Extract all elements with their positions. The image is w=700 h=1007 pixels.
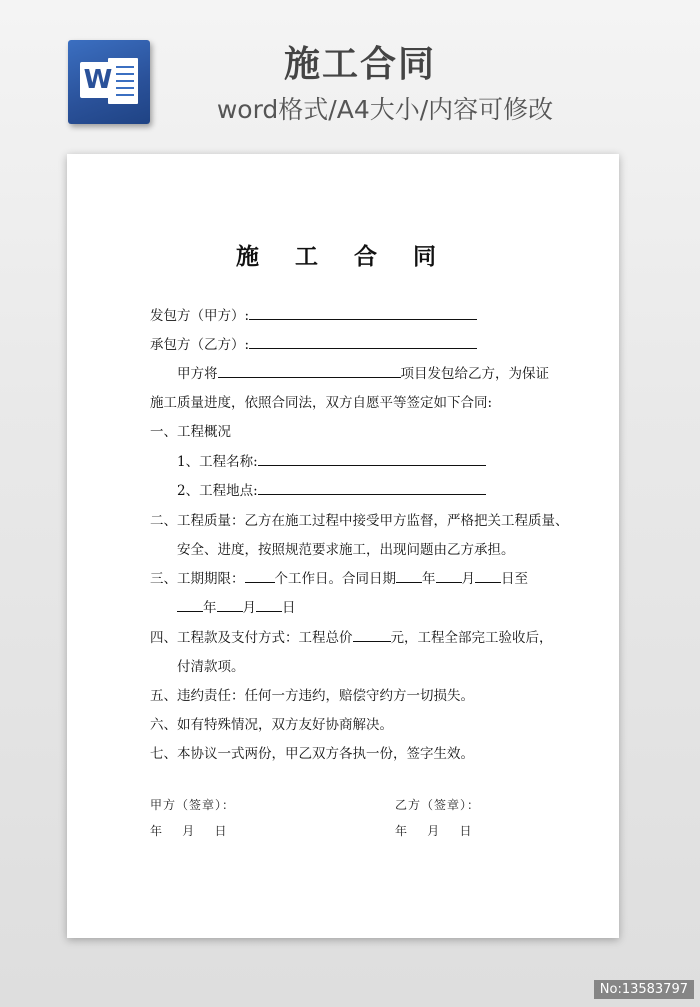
payment-suffix: 元，工程全部完工验收后，	[390, 630, 553, 646]
end-month-unit: 月	[242, 600, 256, 616]
start-month-blank	[436, 569, 462, 583]
project-location-blank	[258, 481, 486, 495]
page-subtitle: word格式/A4大小/内容可修改	[216, 95, 554, 124]
project-location-label: 2、工程地点:	[177, 483, 258, 499]
section-2-line-1: 二、工程质量：乙方在施工过程中接受甲方监督，严格把关工程质量、	[150, 513, 569, 529]
section-3-line-1	[150, 567, 528, 587]
end-year-blank	[177, 598, 203, 612]
party-b-line	[150, 333, 477, 353]
word-document-icon	[68, 40, 150, 124]
party-b-blank	[249, 335, 477, 349]
section-2-line-2: 安全、进度，按照规范要求施工，出现问题由乙方承担。	[177, 542, 515, 558]
section-1-item-2	[177, 479, 486, 499]
start-day-blank	[475, 569, 501, 583]
party-a-line	[150, 304, 477, 324]
section-3-line-2	[177, 596, 296, 616]
section-4-line-2: 付清款项。	[177, 659, 245, 675]
intro-line-2: 施工质量进度，依照合同法，双方自愿平等签定如下合同:	[150, 395, 493, 411]
start-year-unit: 年	[422, 571, 436, 587]
end-year-unit: 年	[203, 600, 217, 616]
party-a-signature-label: 甲方（签章）：	[150, 798, 236, 812]
header	[0, 0, 700, 150]
party-a-blank	[249, 306, 477, 320]
end-month-blank	[217, 598, 243, 612]
document-title: 施 工 合 同	[235, 243, 451, 270]
start-month-unit: 月	[461, 571, 475, 587]
document-id-badge: No:13583797	[594, 980, 694, 999]
section-4-line-1	[150, 626, 553, 646]
end-day-blank	[256, 598, 282, 612]
contract-date-label: 个工作日。合同日期	[274, 571, 396, 587]
party-b-label: 承包方（乙方）:	[150, 337, 250, 353]
start-day-unit: 日至	[501, 571, 528, 587]
payment-label: 四、工程款及支付方式：工程总价	[150, 630, 353, 646]
page-title: 施工合同	[283, 44, 436, 85]
section-7: 七、本协议一式两份，甲乙双方各执一份，签字生效。	[150, 746, 474, 762]
workdays-blank	[245, 569, 275, 583]
word-letter: W	[80, 62, 116, 98]
project-blank	[218, 364, 401, 378]
section-1-item-1	[177, 450, 486, 470]
project-name-blank	[258, 452, 486, 466]
document-page	[67, 154, 619, 938]
party-b-signature-label: 乙方（签章）：	[395, 798, 481, 812]
end-day-unit: 日	[282, 600, 296, 616]
intro-prefix: 甲方将	[177, 366, 218, 382]
party-b-date: 年 月 日	[395, 824, 473, 838]
section-5: 五、违约责任：任何一方违约，赔偿守约方一切损失。	[150, 688, 474, 704]
total-price-blank	[353, 628, 391, 642]
intro-line-1	[177, 362, 549, 382]
section-6: 六、如有特殊情况，双方友好协商解决。	[150, 717, 393, 733]
start-year-blank	[396, 569, 422, 583]
section-1-title: 一、工程概况	[150, 424, 231, 440]
party-a-label: 发包方（甲方）:	[150, 308, 250, 324]
project-name-label: 1、工程名称:	[177, 454, 258, 470]
intro-suffix: 项目发包给乙方，为保证	[400, 366, 549, 382]
party-a-date: 年 月 日	[150, 824, 228, 838]
term-label: 三、工期期限：	[150, 571, 245, 587]
